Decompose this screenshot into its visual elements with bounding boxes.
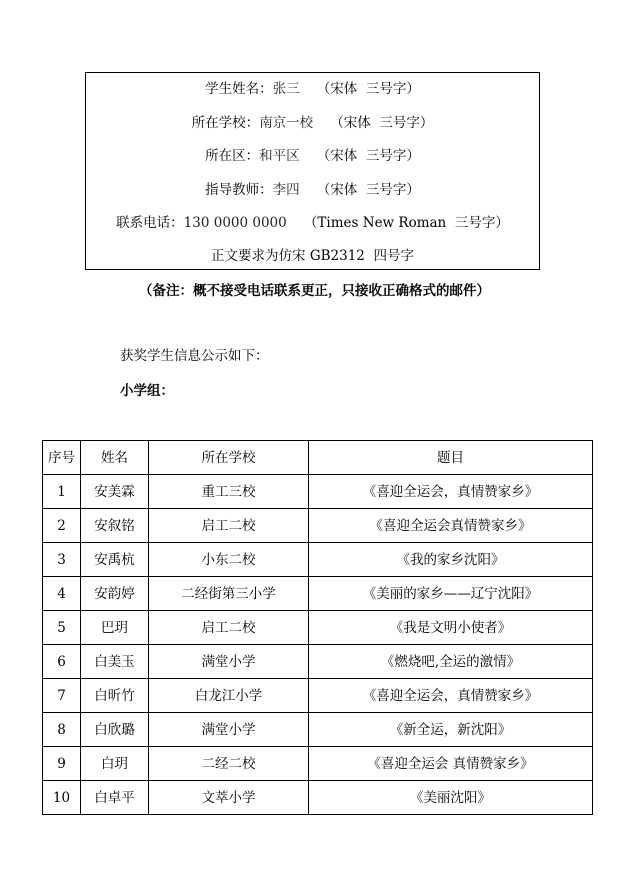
label-student-name: 学生姓名： [205, 81, 273, 97]
cell-no: 9 [43, 747, 81, 781]
cell-title: 《我是文明小使者》 [309, 611, 593, 645]
info-line-teacher [86, 181, 539, 199]
value-student-name: 张三 [272, 81, 300, 97]
cell-no: 7 [43, 679, 81, 713]
cell-name: 白欣璐 [81, 713, 149, 747]
value-district: 和平区 [259, 148, 300, 164]
info-line-student-name [86, 80, 539, 98]
value-phone: 130 0000 0000 [183, 215, 287, 231]
info-line-district [86, 147, 539, 165]
group-title: 小学组： [120, 383, 174, 399]
cell-name: 白玥 [81, 747, 149, 781]
cell-school: 满堂小学 [149, 645, 309, 679]
cell-no: 10 [43, 781, 81, 815]
table-row [43, 747, 593, 781]
table-row [43, 781, 593, 815]
cell-title: 《新全运，新沈阳》 [309, 713, 593, 747]
cell-school: 小东二校 [149, 543, 309, 577]
font-note-district: （宋体 三号字） [316, 148, 420, 164]
header-no: 序号 [43, 441, 81, 475]
cell-name: 巴玥 [81, 611, 149, 645]
table-row [43, 679, 593, 713]
cell-school: 启工二校 [149, 509, 309, 543]
value-school: 南京一校 [259, 115, 314, 131]
cell-no: 5 [43, 611, 81, 645]
header-school: 所在学校 [149, 441, 309, 475]
label-district: 所在区： [205, 148, 260, 164]
font-note-school: （宋体 三号字） [330, 115, 434, 131]
cell-title: 《喜迎全运会 真情赞家乡》 [309, 747, 593, 781]
font-note-teacher: （宋体 三号字） [316, 182, 420, 198]
cell-title: 《美丽的家乡——辽宁沈阳》 [309, 577, 593, 611]
student-info-box [85, 72, 540, 270]
cell-name: 安叙铭 [81, 509, 149, 543]
cell-title: 《燃烧吧,全运的激情》 [309, 645, 593, 679]
cell-no: 4 [43, 577, 81, 611]
font-note-student-name: （宋体 三号字） [316, 81, 420, 97]
header-name: 姓名 [81, 441, 149, 475]
remark-note: （备注：概不接受电话联系更正，只接收正确格式的邮件） [139, 283, 490, 299]
table-row [43, 645, 593, 679]
cell-name: 安美霖 [81, 475, 149, 509]
cell-no: 1 [43, 475, 81, 509]
table-row [43, 577, 593, 611]
cell-school: 重工三校 [149, 475, 309, 509]
table-header-row [43, 441, 593, 475]
cell-name: 安韵婷 [81, 577, 149, 611]
table-row [43, 509, 593, 543]
cell-no: 3 [43, 543, 81, 577]
cell-school: 文萃小学 [149, 781, 309, 815]
table-row [43, 713, 593, 747]
cell-no: 6 [43, 645, 81, 679]
label-phone: 联系电话： [116, 215, 184, 231]
info-line-phone [86, 214, 539, 232]
cell-no: 2 [43, 509, 81, 543]
value-teacher: 李四 [272, 182, 300, 198]
cell-school: 启工二校 [149, 611, 309, 645]
info-line-school [86, 114, 539, 132]
cell-school: 白龙江小学 [149, 679, 309, 713]
cell-title: 《美丽沈阳》 [309, 781, 593, 815]
cell-no: 8 [43, 713, 81, 747]
cell-name: 白美玉 [81, 645, 149, 679]
cell-school: 满堂小学 [149, 713, 309, 747]
cell-school: 二经二校 [149, 747, 309, 781]
body-font-requirement: 正文要求为仿宋 GB2312 四号字 [211, 248, 414, 264]
cell-name: 白昕竹 [81, 679, 149, 713]
cell-school: 二经街第三小学 [149, 577, 309, 611]
cell-name: 白卓平 [81, 781, 149, 815]
label-teacher: 指导教师： [205, 182, 273, 198]
cell-title: 《喜迎全运会，真情赞家乡》 [309, 475, 593, 509]
label-school: 所在学校： [191, 115, 260, 131]
table-row [43, 611, 593, 645]
cell-name: 安禹杭 [81, 543, 149, 577]
cell-title: 《我的家乡沈阳》 [309, 543, 593, 577]
table-row [43, 475, 593, 509]
header-title: 题目 [309, 441, 593, 475]
table-row [43, 543, 593, 577]
intro-text: 获奖学生信息公示如下： [120, 348, 269, 364]
cell-title: 《喜迎全运会真情赞家乡》 [309, 509, 593, 543]
font-note-phone: （Times New Roman 三号字） [303, 215, 509, 231]
cell-title: 《喜迎全运会，真情赞家乡》 [309, 679, 593, 713]
award-table [42, 440, 593, 815]
table-body [43, 475, 593, 815]
